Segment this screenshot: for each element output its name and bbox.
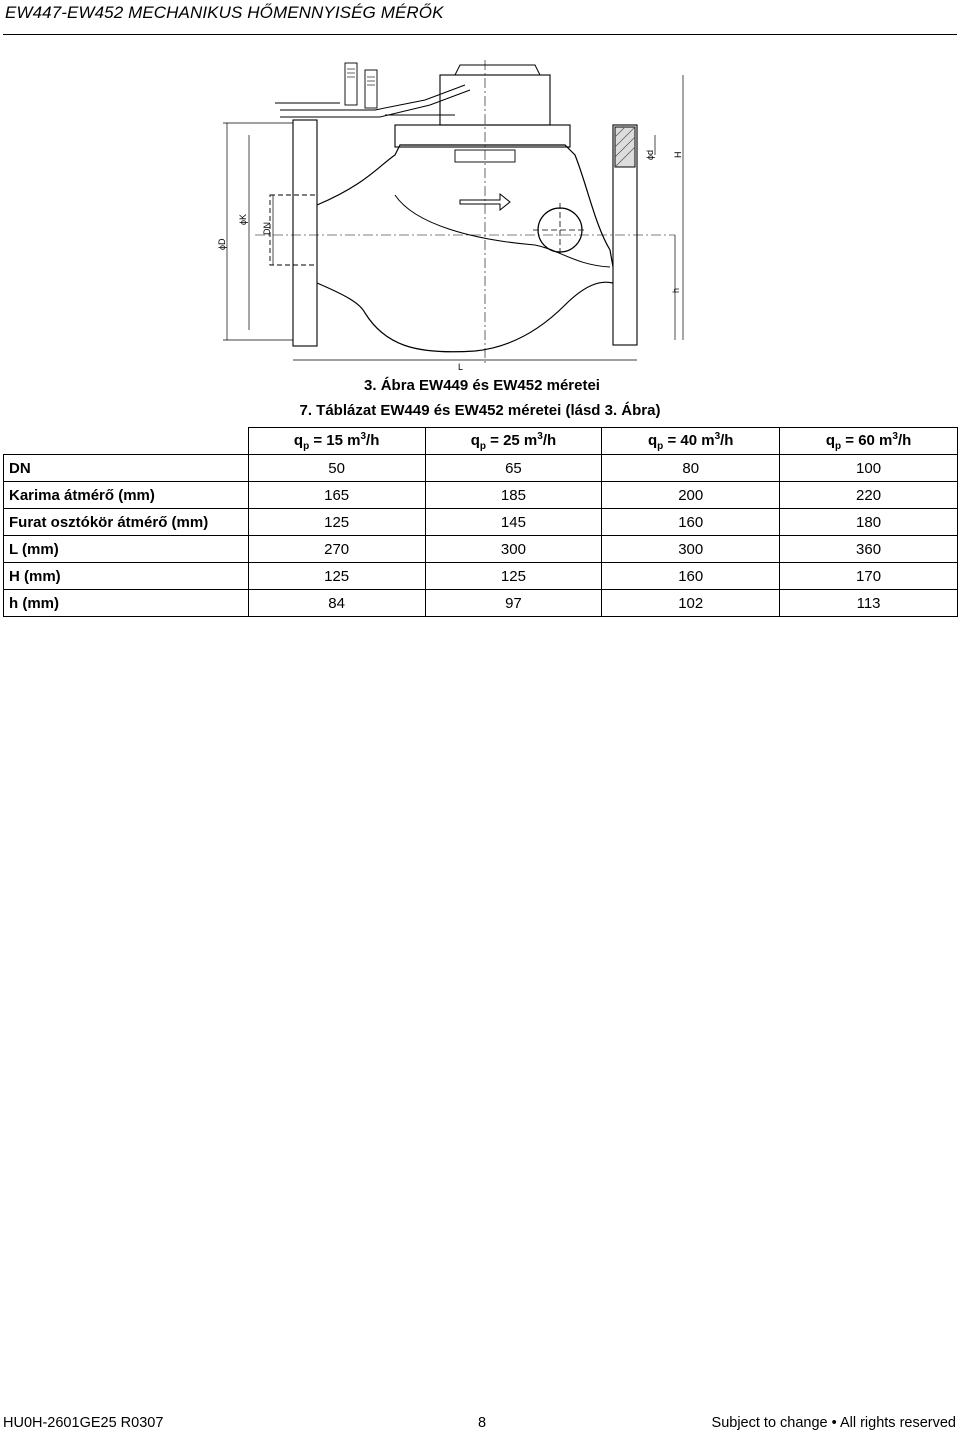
row-label-dn: DN <box>4 455 249 482</box>
water-meter-dimension-drawing <box>215 55 705 375</box>
table-cell: 113 <box>780 590 958 617</box>
table-cell: 170 <box>780 563 958 590</box>
column-header-qp25: $q_p = 25$ $m^3/h$ <box>425 428 602 455</box>
table-cell: 97 <box>425 590 602 617</box>
table-cell: 102 <box>602 590 780 617</box>
table-header-row <box>4 428 958 455</box>
register-housing-top <box>440 75 550 125</box>
figure-caption-text: 3. Ábra EW449 és EW452 méretei <box>364 377 600 394</box>
table-cell: 165 <box>248 482 425 509</box>
table-row <box>4 482 958 509</box>
left-flange <box>293 120 317 346</box>
table-cell: 160 <box>602 563 780 590</box>
table-cell: 185 <box>425 482 602 509</box>
table-caption: 7. Táblázat EW449 és EW452 méretei (lásd 3. Ábra) <box>299 402 661 419</box>
table-row <box>4 590 958 617</box>
column-header-qp15: $q_p = 15$ $m^3/h$ <box>248 428 425 455</box>
table-cell: 125 <box>248 509 425 536</box>
table-cell: 180 <box>780 509 958 536</box>
table-cell: 50 <box>248 455 425 482</box>
table-row <box>4 563 958 590</box>
table-cell: 160 <box>602 509 780 536</box>
dim-label-phi-small-d: ϕd <box>645 149 655 160</box>
table-cell: 65 <box>425 455 602 482</box>
dim-label-small-h: h <box>671 287 681 293</box>
table-cell: 125 <box>248 563 425 590</box>
table-row <box>4 455 958 482</box>
row-label-bolt-circle-diameter: Furat osztókör átmérő (mm) <box>4 509 249 536</box>
temperature-sensor-2 <box>365 70 377 108</box>
row-label-small-h: h (mm) <box>4 590 249 617</box>
temperature-sensor-1 <box>345 63 357 105</box>
footer-doc-code: HU0H-2601GE25 R0307 <box>3 1415 164 1431</box>
footer-rights: Subject to change • All rights reserved <box>711 1415 956 1431</box>
table-cell: 84 <box>248 590 425 617</box>
table-cell: 200 <box>602 482 780 509</box>
register-cover <box>455 65 540 75</box>
dim-label-phi-d: ϕD <box>217 238 227 250</box>
table-cell: 145 <box>425 509 602 536</box>
sensor-cables <box>275 85 470 117</box>
column-header-qp60: $q_p = 60$ $m^3/h$ <box>780 428 958 455</box>
table-row <box>4 536 958 563</box>
table-cell: 270 <box>248 536 425 563</box>
table-cell: 125 <box>425 563 602 590</box>
table-cell: 80 <box>602 455 780 482</box>
meter-body-outline <box>317 145 613 352</box>
table-cell: 360 <box>780 536 958 563</box>
footer-page-number: 8 <box>478 1415 487 1431</box>
row-label-height: H (mm) <box>4 563 249 590</box>
figure-caption <box>0 377 960 394</box>
table-cell: 300 <box>425 536 602 563</box>
dim-label-length: L <box>458 362 464 372</box>
dimension-lines-right <box>655 75 683 340</box>
dimensions-table <box>3 427 958 617</box>
inner-bore <box>317 195 610 283</box>
register-housing-base <box>395 125 570 147</box>
table-cell: 100 <box>780 455 958 482</box>
page-header-title: EW447-EW452 MECHANIKUS HŐMENNYISÉG MÉRŐK <box>5 3 444 22</box>
table-cell: 300 <box>602 536 780 563</box>
column-header-qp40: $q_p = 40$ $m^3/h$ <box>602 428 780 455</box>
header-divider <box>3 34 957 35</box>
dim-label-dn: DN <box>262 222 272 235</box>
row-label-length: L (mm) <box>4 536 249 563</box>
dim-label-phi-k: ϕK <box>238 213 248 225</box>
row-label-flange-diameter: Karima átmérő (mm) <box>4 482 249 509</box>
dimension-lines-left <box>223 123 293 340</box>
dim-label-big-h: H <box>673 151 683 158</box>
table-corner-cell <box>4 428 249 455</box>
table-cell: 220 <box>780 482 958 509</box>
table-row <box>4 509 958 536</box>
